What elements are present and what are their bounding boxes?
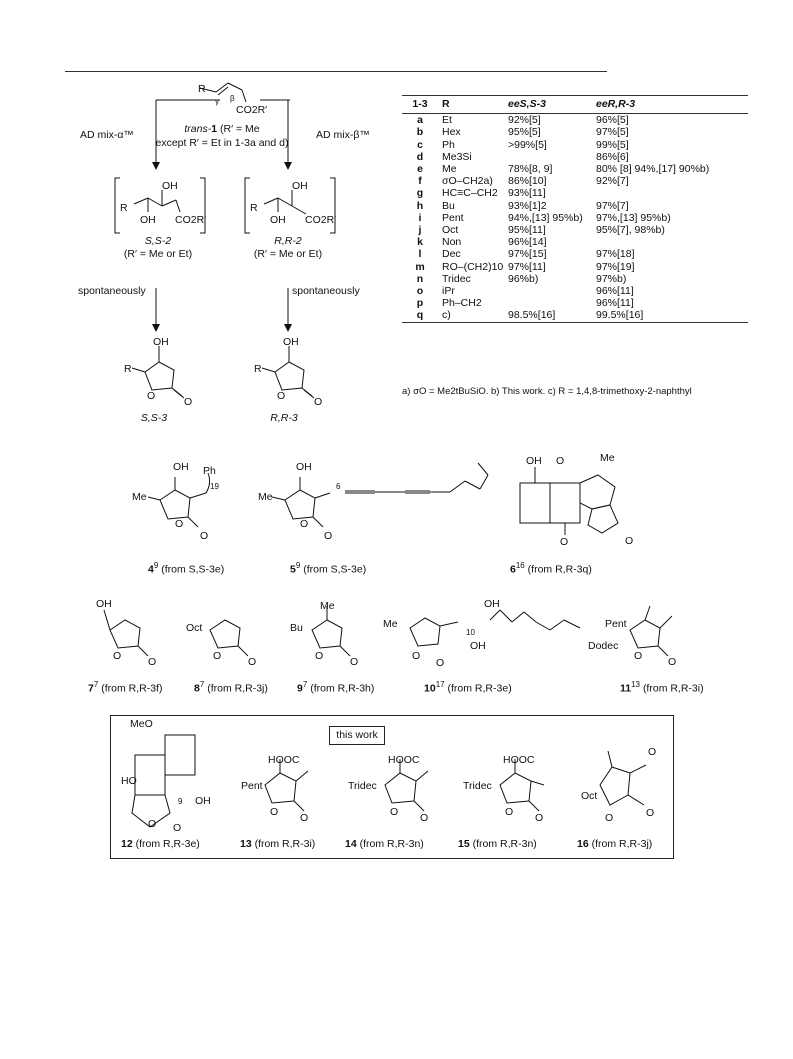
cmpd6-co: O bbox=[625, 535, 634, 547]
row-ee-RR: 96%[11] bbox=[596, 285, 634, 298]
row-ee-SS bbox=[508, 285, 596, 297]
cmpd6-o-bottom: O bbox=[560, 536, 569, 548]
spontaneous-left-label: spontaneously bbox=[78, 285, 146, 297]
row-ee-SS: 86%[10] bbox=[508, 175, 547, 188]
lactone-left-ring-O: O bbox=[147, 390, 156, 402]
header-R: R bbox=[442, 98, 450, 110]
cmpd5-sub6: 6 bbox=[336, 482, 341, 491]
cmpd8-co: O bbox=[248, 656, 257, 668]
row-R: Ph–CH2 bbox=[442, 297, 482, 310]
header-ee-SS: eeS,S-3 bbox=[508, 98, 546, 110]
diol-right-oh-top: OH bbox=[292, 180, 308, 192]
cmpd6-o-top: O bbox=[556, 455, 565, 467]
cmpd7-oh: OH bbox=[96, 598, 112, 610]
row-ee-SS: 78%[8, 9] bbox=[508, 163, 553, 176]
cmpd16-co: O bbox=[646, 807, 655, 819]
cmpd6-caption: $6^{16}$ (from R,R-3q) bbox=[510, 561, 592, 576]
row-ee-SS: >99%[5] bbox=[508, 138, 547, 151]
lactone-left-R: R bbox=[124, 363, 132, 375]
lactone-left-oh: OH bbox=[153, 336, 169, 348]
row-id: f bbox=[418, 175, 422, 188]
row-ee-SS: 98.5%[16] bbox=[508, 309, 556, 322]
diol-left-R: R bbox=[120, 202, 128, 214]
cmpd9-me: Me bbox=[320, 600, 335, 612]
row-ee-RR: 97%[19] bbox=[596, 260, 635, 273]
row-id: d bbox=[416, 150, 424, 163]
row-ee-RR bbox=[596, 236, 748, 248]
row-R: Me bbox=[442, 163, 457, 176]
lactone-left-carbonyl-O: O bbox=[184, 396, 193, 408]
row-id: p bbox=[416, 297, 424, 310]
cmpd12-ho: HO bbox=[121, 775, 137, 787]
row-R: Hex bbox=[442, 126, 461, 139]
header-compound: 1-3 bbox=[412, 98, 428, 110]
table-row bbox=[402, 175, 748, 187]
row-R: Oct bbox=[442, 224, 459, 237]
row-id: j bbox=[418, 224, 422, 237]
row-id: o bbox=[416, 285, 424, 298]
cmpd7-co: O bbox=[148, 656, 157, 668]
cmpd4-ph: Ph bbox=[203, 465, 216, 477]
row-R: RO–(CH2)10 bbox=[442, 260, 504, 273]
cmpd9-o: O bbox=[315, 650, 324, 662]
row-ee-RR: 97%[5] bbox=[596, 126, 629, 139]
top-rule bbox=[65, 71, 607, 72]
cmpd11-co: O bbox=[668, 656, 677, 668]
diol-left-oh-bottom: OH bbox=[140, 214, 156, 226]
table-row bbox=[402, 285, 748, 297]
cmpd12-oh: OH bbox=[195, 795, 211, 807]
row2-structures bbox=[80, 600, 720, 675]
cmpd13-pent: Pent bbox=[241, 780, 263, 792]
cmpd14-tridec: Tridec bbox=[348, 780, 377, 792]
cmpd14-o: O bbox=[390, 806, 399, 818]
cmpd13-hooc: HOOC bbox=[268, 754, 300, 766]
row-ee-SS: 94%,[13] 95%b) bbox=[508, 211, 583, 224]
cmpd9-caption: $9^7$ (from R,R-3h) bbox=[297, 680, 375, 695]
right-arrow-reagent: AD mix-β™ bbox=[316, 129, 370, 141]
cmpd4-co: O bbox=[200, 530, 209, 542]
lactone-right-R: R bbox=[254, 363, 262, 375]
cmpd12-nine: 9 bbox=[178, 797, 183, 806]
table-footnote: a) σO = Me2tBuSiO. b) This work. c) R = 1,4,8-trimethoxy-2-naphthyl bbox=[402, 386, 692, 397]
row-ee-RR: 86%[6] bbox=[596, 150, 629, 163]
cmpd10-oh-top: OH bbox=[484, 598, 500, 610]
start-compound-label: trans-1 (R′ = Me bbox=[184, 123, 260, 135]
lactone-right-name: R,R-3 bbox=[270, 412, 298, 424]
row-id: k bbox=[417, 236, 423, 249]
lactone-right-oh: OH bbox=[283, 336, 299, 348]
cmpd14-hooc: HOOC bbox=[388, 754, 420, 766]
gamma-label: γ bbox=[215, 97, 219, 106]
cmpd9-bu: Bu bbox=[290, 622, 303, 634]
cmpd16-oct: Oct bbox=[581, 790, 598, 802]
cmpd7-o: O bbox=[113, 650, 122, 662]
cmpd14-co: O bbox=[420, 812, 429, 824]
diol-right-note: (R′ = Me or Et) bbox=[253, 248, 323, 260]
row-id: g bbox=[416, 187, 424, 200]
cmpd4-o: O bbox=[175, 518, 184, 530]
left-arrow-reagent: AD mix-α™ bbox=[80, 129, 134, 141]
cmpd4-me: Me bbox=[132, 491, 147, 503]
cmpd12-o: O bbox=[148, 818, 157, 830]
spontaneous-right-label: spontaneously bbox=[292, 285, 360, 297]
row-ee-RR: 97%[18] bbox=[596, 248, 635, 261]
row-id: b bbox=[416, 126, 424, 139]
cmpd12-caption: 12 (from R,R-3e) bbox=[121, 838, 200, 850]
this-work-label: this work bbox=[329, 726, 385, 745]
cmpd14-caption: 14 (from R,R-3n) bbox=[345, 838, 424, 850]
cmpd10-dodec: Dodec bbox=[588, 640, 619, 652]
row-R: iPr bbox=[442, 285, 455, 298]
cmpd13-co: O bbox=[300, 812, 309, 824]
row-ee-SS: 93%[1]2 bbox=[508, 199, 547, 212]
cmpd8-oct: Oct bbox=[186, 622, 203, 634]
diol-right-R: R bbox=[250, 202, 258, 214]
table-row bbox=[402, 297, 748, 309]
table-row bbox=[402, 114, 748, 127]
table-row bbox=[402, 126, 748, 138]
table-row bbox=[402, 187, 748, 199]
cmpd4-caption: $4^9$ (from S,S-3e) bbox=[148, 561, 225, 576]
cmpd16-caption: 16 (from R,R-3j) bbox=[577, 838, 653, 850]
cmpd10-o: O bbox=[412, 650, 421, 662]
row-ee-RR: 97%[7] bbox=[596, 199, 629, 212]
row-R: Tridec bbox=[442, 272, 471, 285]
row-ee-RR: 80% [8] 94%,[17] 90%b) bbox=[596, 163, 710, 176]
cmpd12-meo: MeO bbox=[130, 718, 153, 730]
row-ee-SS: 92%[5] bbox=[508, 114, 541, 127]
cmpd6-oh: OH bbox=[526, 455, 542, 467]
cmpd11-caption: $11^{13}$ (from R,R-3i) bbox=[620, 680, 704, 695]
row-ee-SS: 95%[5] bbox=[508, 126, 541, 139]
table-row bbox=[402, 248, 748, 260]
row-ee-SS: 95%[11] bbox=[508, 224, 546, 237]
row-ee-SS: 96%b) bbox=[508, 272, 539, 285]
row-ee-RR: 97%b) bbox=[596, 272, 627, 285]
row-ee-RR: 99%[5] bbox=[596, 138, 629, 151]
row-id: e bbox=[417, 163, 423, 176]
cmpd13-caption: 13 (from R,R-3i) bbox=[240, 838, 316, 850]
cmpd15-o: O bbox=[505, 806, 514, 818]
diol-left-oh-top: OH bbox=[162, 180, 178, 192]
row-R: σO–CH2a) bbox=[442, 175, 493, 188]
row-id: a bbox=[417, 114, 423, 127]
row-id: i bbox=[418, 211, 422, 224]
row-ee-SS bbox=[508, 151, 596, 163]
cmpd4-sub19: 19 bbox=[210, 482, 219, 491]
cmpd15-co: O bbox=[535, 812, 544, 824]
diol-right-ester: CO2R′ bbox=[305, 214, 337, 226]
cmpd13-o: O bbox=[270, 806, 279, 818]
row-ee-RR: 92%[7] bbox=[596, 175, 629, 188]
row-R: HC≡C–CH2 bbox=[442, 187, 498, 200]
row-R: Non bbox=[442, 236, 462, 249]
cmpd10-caption: $10^{17}$ (from R,R-3e) bbox=[424, 680, 512, 695]
row-R: Me3Si bbox=[442, 150, 472, 163]
cmpd11-o: O bbox=[634, 650, 643, 662]
cmpd11-pent: Pent bbox=[605, 618, 627, 630]
row-R: c) bbox=[442, 309, 451, 322]
table-row bbox=[402, 212, 748, 224]
table-row bbox=[402, 273, 748, 285]
ee-table-header bbox=[402, 96, 748, 114]
cmpd6-me: Me bbox=[600, 452, 615, 464]
cmpd5-oh: OH bbox=[296, 461, 312, 473]
row-id: m bbox=[415, 260, 425, 273]
row-R: Et bbox=[442, 114, 452, 127]
cmpd5-caption: $5^9$ (from S,S-3e) bbox=[290, 561, 367, 576]
table-row bbox=[402, 200, 748, 212]
row-id: n bbox=[416, 272, 424, 285]
header-ee-RR: eeR,R-3 bbox=[596, 98, 636, 110]
cmpd15-caption: 15 (from R,R-3n) bbox=[458, 838, 537, 850]
diol-left-ester: CO2R′ bbox=[175, 214, 207, 226]
row-ee-RR: 97%,[13] 95%b) bbox=[596, 211, 671, 224]
lactone-left-name: S,S-3 bbox=[140, 412, 168, 424]
row-id: c bbox=[417, 138, 423, 151]
row-ee-RR: 99.5%[16] bbox=[596, 309, 644, 322]
row3-structures bbox=[110, 715, 672, 857]
start-R-label: R bbox=[198, 83, 206, 95]
row-R: Bu bbox=[442, 199, 455, 212]
start-ester-label: CO2R′ bbox=[236, 104, 268, 116]
table-row bbox=[402, 224, 748, 236]
cmpd10-me: Me bbox=[383, 618, 398, 630]
row-ee-RR: 96%[5] bbox=[596, 114, 629, 127]
cmpd8-o: O bbox=[213, 650, 222, 662]
cmpd16-o-top: O bbox=[648, 746, 657, 758]
cmpd7-caption: $7^7$ (from R,R-3f) bbox=[88, 680, 163, 695]
row-ee-SS: 93%[11] bbox=[508, 187, 546, 200]
diol-right-oh-bottom: OH bbox=[270, 214, 286, 226]
cmpd10-co: O bbox=[436, 657, 445, 669]
beta-label: β bbox=[230, 94, 235, 103]
row-ee-SS bbox=[508, 297, 596, 309]
row-ee-RR: 95%[7], 98%b) bbox=[596, 224, 665, 237]
cmpd16-o: O bbox=[605, 812, 614, 824]
cmpd5-co: O bbox=[324, 530, 333, 542]
cmpd15-hooc: HOOC bbox=[503, 754, 535, 766]
cmpd5-o: O bbox=[300, 518, 309, 530]
cmpd8-caption: $8^7$ (from R,R-3j) bbox=[194, 680, 268, 695]
lactone-right-carbonyl-O: O bbox=[314, 396, 323, 408]
cmpd10-sub10: 10 bbox=[466, 628, 475, 637]
cmpd10-oh-bottom: OH bbox=[470, 640, 486, 652]
table-row bbox=[402, 236, 748, 248]
table-row bbox=[402, 261, 748, 273]
cmpd5-me: Me bbox=[258, 491, 273, 503]
lactone-right-ring-O: O bbox=[277, 390, 286, 402]
table-row bbox=[402, 139, 748, 151]
row-ee-SS: 97%[11] bbox=[508, 260, 546, 273]
cmpd15-tridec: Tridec bbox=[463, 780, 492, 792]
diol-right-name: R,R-2 bbox=[274, 235, 302, 247]
ee-table bbox=[402, 95, 748, 323]
table-row bbox=[402, 151, 748, 163]
cmpd9-co: O bbox=[350, 656, 359, 668]
row-ee-SS: 97%[15] bbox=[508, 248, 547, 261]
diol-left-note: (R′ = Me or Et) bbox=[123, 248, 193, 260]
row-id: h bbox=[416, 199, 424, 212]
start-compound-note: except R′ = Et in 1-3a and d) bbox=[155, 137, 289, 149]
cmpd4-oh: OH bbox=[173, 461, 189, 473]
table-row bbox=[402, 309, 748, 322]
row-id: l bbox=[418, 248, 422, 261]
row-ee-SS: 96%[14] bbox=[508, 236, 547, 249]
row-ee-RR: 96%[11] bbox=[596, 297, 634, 310]
diol-left-name: S,S-2 bbox=[144, 235, 172, 247]
row-R: Ph bbox=[442, 138, 455, 151]
cmpd12-co: O bbox=[173, 822, 182, 834]
row-id: q bbox=[416, 309, 424, 322]
table-row bbox=[402, 163, 748, 175]
row-ee-RR bbox=[596, 187, 748, 199]
row-R: Dec bbox=[442, 248, 461, 261]
row-R: Pent bbox=[442, 211, 464, 224]
